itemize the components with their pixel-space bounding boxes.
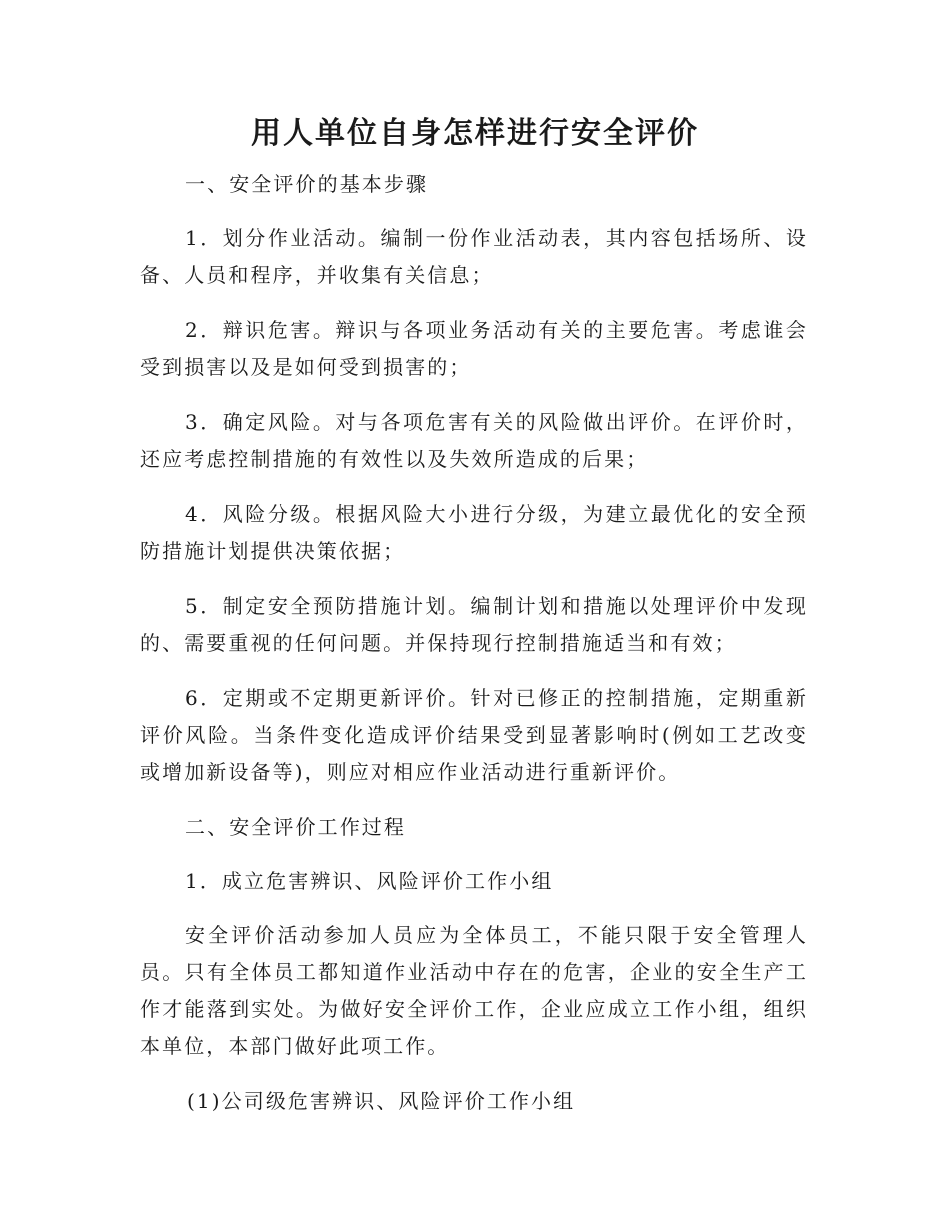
document-title: 用人单位自身怎样进行安全评价 bbox=[251, 116, 699, 151]
step-paragraph-2: 2．辩识危害。辩识与各项业务活动有关的主要危害。考虑谁会受到损害以及是如何受到损害的； bbox=[140, 318, 808, 379]
step-paragraph-5: 5．制定安全预防措施计划。编制计划和措施以处理评价中发现的、需要重视的任何问题。并保持现行控制措施适当和有效； bbox=[140, 594, 808, 655]
step-paragraph-4: 4．风险分级。根据风险大小进行分级，为建立最优化的安全预防措施计划提供决策依据； bbox=[140, 502, 808, 563]
section-heading-1: 一、安全评价的基本步骤 bbox=[185, 172, 429, 196]
document-body bbox=[140, 166, 808, 1138]
step-paragraph-3: 3．确定风险。对与各项危害有关的风险做出评价。在评价时，还应考虑控制措施的有效性以及失效所造成的后果； bbox=[140, 410, 808, 471]
body-paragraph: 安全评价活动参加人员应为全体员工，不能只限于安全管理人员。只有全体员工都知道作业活动中存在的危害，企业的安全生产工作才能落到实处。为做好安全评价工作，企业应成立工作小组，组织本单位，本部门做好此项工作。 bbox=[140, 923, 808, 1058]
subsection-heading-1: 1．成立危害辨识、风险评价工作小组 bbox=[185, 869, 554, 893]
step-paragraph-6: 6．定期或不定期更新评价。针对已修正的控制措施，定期重新评价风险。当条件变化造成评价结果受到显著影响时(例如工艺改变或增加新设备等)，则应对相应作业活动进行重新评价。 bbox=[140, 686, 808, 784]
step-paragraph-1: 1．划分作业活动。编制一份作业活动表，其内容包括场所、设备、人员和程序，并收集有关信息； bbox=[140, 226, 808, 287]
sub-item-heading: (1)公司级危害辨识、风险评价工作小组 bbox=[187, 1089, 576, 1113]
section-heading-2: 二、安全评价工作过程 bbox=[185, 815, 406, 839]
